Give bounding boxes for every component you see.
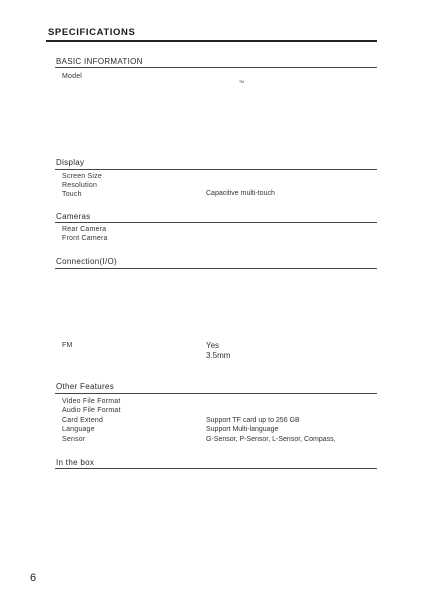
model-label: Model	[62, 73, 83, 80]
fm-label: FM	[62, 342, 73, 349]
section-heading-basic-information: BASIC INFORMATION	[56, 57, 143, 66]
section-heading-connection: Connection(I/O)	[56, 257, 117, 266]
screen-size-label: Screen Size	[62, 173, 102, 180]
front-camera-label: Front Camera	[62, 235, 108, 242]
section-heading-cameras: Cameras	[56, 212, 91, 221]
card-extend-value: Support TF card up to 256 GB	[206, 417, 300, 424]
audio-file-format-label: Audio File Format	[62, 407, 121, 414]
touch-value: Capacitive multi-touch	[206, 190, 275, 197]
touch-label: Touch	[62, 191, 82, 198]
trademark-mark: TM	[239, 80, 245, 84]
resolution-label: Resolution	[62, 182, 98, 189]
section-divider	[55, 67, 377, 68]
video-file-format-label: Video File Format	[62, 398, 121, 405]
audio-jack-value: 3.5mm	[206, 351, 231, 360]
page-number: 6	[30, 572, 37, 584]
page-title: SPECIFICATIONS	[48, 27, 136, 38]
sensor-label: Sensor	[62, 436, 86, 443]
section-divider	[55, 468, 377, 469]
section-heading-in-the-box: In the box	[56, 458, 95, 467]
sensor-value: G-Sensor, P-Sensor, L-Sensor, Compass,	[206, 436, 336, 443]
fm-value: Yes	[206, 341, 220, 350]
card-extend-label: Card Extend	[62, 417, 104, 424]
rear-camera-label: Rear Camera	[62, 226, 107, 233]
section-divider	[55, 169, 377, 170]
section-heading-other-features: Other Features	[56, 382, 115, 391]
language-value: Support Multi-language	[206, 426, 279, 433]
section-divider	[55, 268, 377, 269]
section-heading-display: Display	[56, 158, 85, 167]
section-divider	[55, 222, 377, 223]
section-divider	[55, 393, 377, 394]
title-divider	[46, 40, 377, 42]
language-label: Language	[62, 426, 95, 433]
